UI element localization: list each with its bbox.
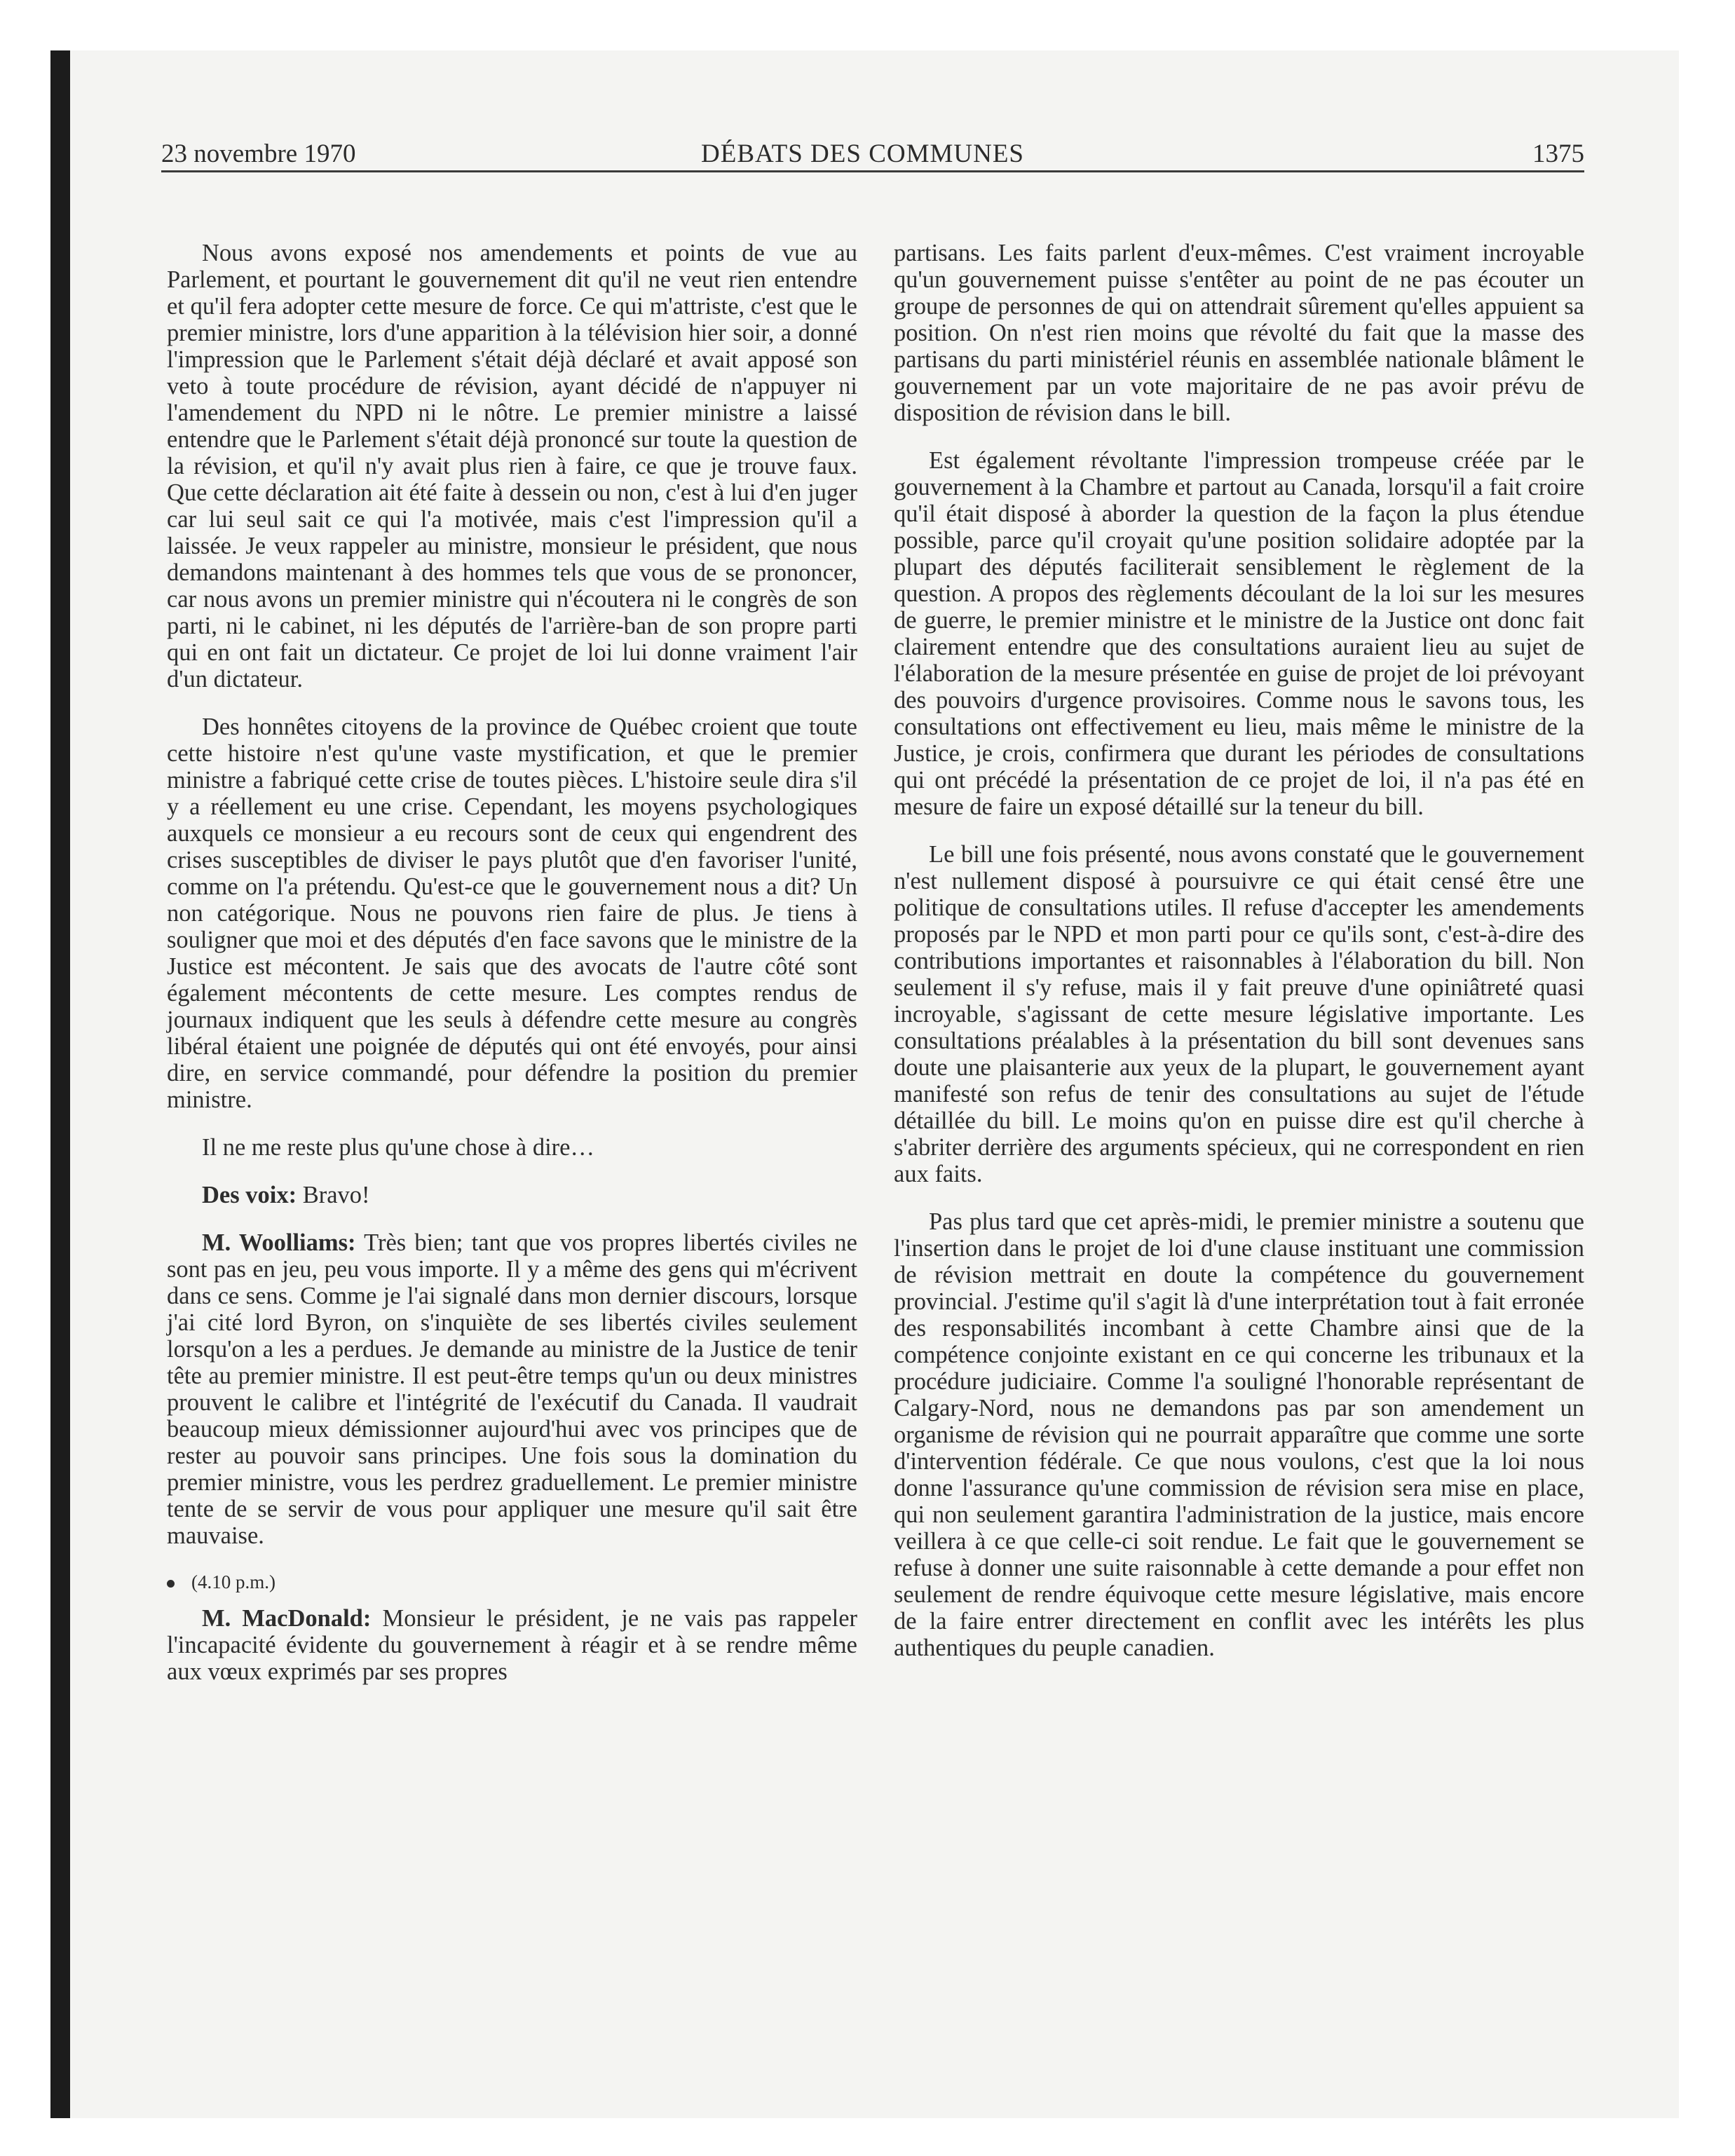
speech-paragraph: [167, 1605, 857, 1685]
left-column: [167, 240, 857, 1685]
speech-text: Monsieur le président, je ne vais pas rappeler l'incapacité évidente du gouvernement à réagir et à se rendre même aux vœux exprimés par ses propres: [167, 1605, 857, 1685]
bullet-icon: [167, 1580, 175, 1588]
right-column: [894, 240, 1584, 1661]
paragraph: Nous avons exposé nos amendements et points de vue au Parlement, et pourtant le gouvernement dit qu'il ne veut rien entendre et qu'il fera adopter cette mesure de force. Ce qui m'attriste, c'est que le premier ministre, lors d'une apparition à la télévision hier soir, a donné l'impression que le Parlement s'était déjà déclaré et avait apposé son veto à toute procédure de révision, ayant décidé de n'appuyer ni l'amendement du NPD ni le nôtre. Le premier ministre a laissé entendre que le Parlement s'était déjà prononcé sur toute la question de la révision, et qu'il n'y avait plus rien à faire, ce que je trouve faux. Que cette déclaration ait été faite à dessein ou non, c'est à lui d'en juger car lui seul sait ce qui l'a motivée, mais c'est l'impression qu'il a laissée. Je veux rappeler au ministre, monsieur le président, que nous demandons maintenant à des hommes tels que vous de se prononcer, car nous avons un premier ministre qui n'écoutera ni le congrès de son parti, ni le cabinet, ni les députés de l'arrière-ban de son propre parti qui en ont fait un dictateur. Ce projet de loi lui donne vraiment l'air d'un dictateur.: [167, 240, 857, 692]
header-date: 23 novembre 1970: [161, 139, 356, 168]
scan-edge: [50, 50, 70, 2118]
timestamp-text: (4.10 p.m.): [191, 1571, 275, 1592]
speaker-name: M. Woolliams:: [202, 1229, 356, 1256]
timestamp: [167, 1569, 857, 1595]
speech-text: Très bien; tant que vos propres libertés civiles ne sont pas en jeu, peu vous importe. Il y a même des gens qui m'écrivent dans ce sens. Comme je l'ai signalé dans mon dernier discours, lorsque j'ai cité lord Byron, on s'inquiète de ses libertés civiles seulement lorsqu'on a les a perdues. Je demande au ministre de la Justice de tenir tête au premier ministre. Il est peut-être temps qu'un ou deux ministres prouvent le calibre et l'intégrité de l'exécutif du Canada. Il vaudrait beaucoup mieux démissionner aujourd'hui avec vos principes que de rester au pouvoir sans principes. Une fois sous la domination du premier ministre, vous les perdrez graduellement. Le premier ministre tente de se servir de vous pour appliquer une mesure qu'il sait être mauvaise.: [167, 1229, 857, 1549]
header-title: DÉBATS DES COMMUNES: [701, 139, 1025, 168]
speaker-name: M. MacDonald:: [202, 1605, 372, 1632]
speech-text: Bravo!: [297, 1182, 370, 1208]
header-rule: [161, 170, 1584, 172]
page-number: 1375: [1532, 139, 1584, 168]
paragraph: Le bill une fois présenté, nous avons constaté que le gouvernement n'est nullement disposé à poursuivre ce qui était censé être une politique de consultations utiles. Il refuse d'accepter les amendements proposés par le NPD et mon parti pour ce qu'ils sont, c'est-à-dire des contributions importantes et raisonnables à l'élaboration du bill. Non seulement il s'y refuse, mais il y fait preuve d'une opiniâtreté quasi incroyable, s'agissant de cette mesure législative importante. Les consultations préalables à la présentation du bill sont devenues sans doute une plaisanterie aux yeux de la plupart, le gouvernement ayant manifesté son refus de tenir des consultations au sujet de l'étude détaillée du bill. Le moins qu'on en puisse dire est qu'il cherche à s'abriter derrière des arguments spécieux, qui ne correspondent en rien aux faits.: [894, 841, 1584, 1187]
paragraph: Des honnêtes citoyens de la province de Québec croient que toute cette histoire n'est qu'une vaste mystification, et que le premier ministre a fabriqué cette crise de toutes pièces. L'histoire seule dira s'il y a réellement eu une crise. Cependant, les moyens psychologiques auxquels ce monsieur a eu recours sont de ceux qui engendrent des crises susceptibles de diviser le pays plutôt que d'en favoriser l'unité, comme on l'a prétendu. Qu'est-ce que le gouvernement nous a dit? Un non catégorique. Nous ne pouvons rien faire de plus. Je tiens à souligner que moi et des députés d'en face savons que le ministre de la Justice est mécontent. Je sais que des avocats de l'autre côté sont également mécontents de cette mesure. Les comptes rendus de journaux indiquent que les seuls à défendre cette mesure au congrès libéral étaient une poignée de députés qui ont été envoyés, pour ainsi dire, en service commandé, pour défendre la position du premier ministre.: [167, 714, 857, 1113]
paragraph: partisans. Les faits parlent d'eux-mêmes. C'est vraiment incroyable qu'un gouvernement puisse s'entêter au point de ne pas écouter un groupe de personnes de qui on attendrait sûrement qu'elles appuient sa position. On n'est rien moins que révolté du fait que la masse des partisans du parti ministériel réunis en assemblée nationale blâment le gouvernement par un vote majoritaire de ne pas avoir prévu de disposition de révision dans le bill.: [894, 240, 1584, 426]
speech-paragraph: [167, 1182, 857, 1208]
paragraph: Est également révoltante l'impression trompeuse créée par le gouvernement à la Chambre et partout au Canada, lorsqu'il a fait croire qu'il était disposé à aborder la question de la façon la plus étendue possible, parce qu'il croyait qu'une position solidaire adoptée par la plupart des députés faciliterait sensiblement le règlement de la question. A propos des règlements découlant de la loi sur les mesures de guerre, le premier ministre et le ministre de la Justice ont donc fait clairement entendre que des consultations auraient lieu au sujet de l'élaboration de la mesure présentée en guise de projet de loi prévoyant des pouvoirs d'urgence provisoires. Comme nous le savons tous, les consultations ont effectivement eu lieu, mais même le ministre de la Justice, je crois, confirmera que durant les périodes de consultations qui ont précédé la présentation de ce projet de loi, il n'a pas été en mesure de faire un exposé détaillé sur la teneur du bill.: [894, 447, 1584, 820]
paragraph: Il ne me reste plus qu'une chose à dire…: [202, 1134, 594, 1161]
paragraph: Pas plus tard que cet après-midi, le premier ministre a soutenu que l'insertion dans le projet de loi d'une clause instituant une commission de révision mettrait en doute la compétence du gouvernement provincial. J'estime qu'il s'agit là d'une interprétation tout à fait erronée des responsabilités incombant à cette Chambre ainsi que de la compétence conjointe existant en ce qui concerne les tribunaux et la procédure judiciaire. Comme l'a souligné l'honorable représentant de Calgary-Nord, nous ne demandons pas par son amendement un organisme de révision qui ne pourrait apparaître que comme une sorte d'intervention fédérale. Ce que nous voulons, c'est que la loi nous donne l'assurance qu'une commission de révision sera mise en place, qui non seulement garantira l'administration de la justice, mais encore veillera à ce que celle-ci soit rendue. Le fait que le gouvernement se refuse à donner une suite raisonnable à cette demande a pour effet non seulement de rendre équivoque cette mesure législative, mais encore de la faire entrer directement en conflit avec les intérêts les plus authentiques du peuple canadien.: [894, 1208, 1584, 1661]
speaker-name: Des voix:: [202, 1182, 297, 1208]
speech-paragraph: [167, 1229, 857, 1549]
